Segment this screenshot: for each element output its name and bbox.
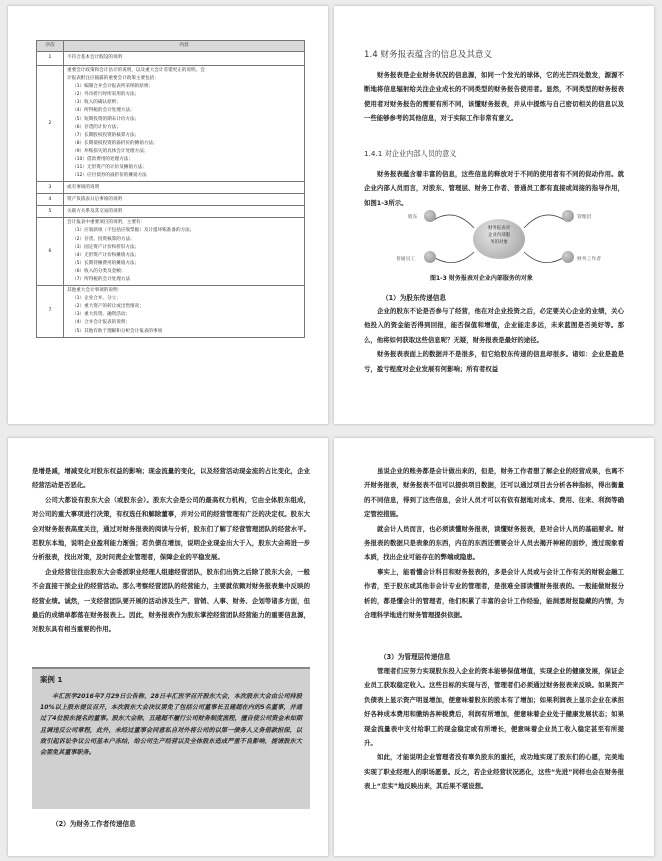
row-number: 5 — [37, 206, 64, 218]
page-3 — [8, 438, 328, 856]
row-line: （3）收入的确认原则； — [72, 100, 121, 106]
subsection-text: 财务报表蕴含着丰富的信息，这些信息的释放对于不同的使用者有不同的促动作用。就企业内部人员而言，对股东、管理层、财务工作者、普通员工都有直接或间接的指导作用，如图1-3所示。 — [364, 170, 624, 207]
intro-text: 财务报表是企业财务状况的信息源，如同一个发光的球体，它的光芒四处散发，源源不断地将信息辐射给关注企业成长的不同类型的财务报告使用者。显然，不同类型的财务报表使用者对财务报告的需要有所不同，该懂财务报表，并从中提炼与自己密切相关的信息以及一些能够参考的其他信息，对于实际工作非常有意义。 — [364, 71, 624, 123]
page4-text-bottom — [364, 664, 624, 794]
row-line: 计报表附注应披露的重要会计政策主要包括： — [67, 76, 159, 82]
center-line-3: 务的对象 — [490, 240, 508, 245]
p4-para1: 虽说企业的账务都是会计做出来的，但是，财务工作者想了解企业的经营成果，也离不开财务报表，财务报表不但可以提供项目数据，还可以通过项目去分析各种指标，得出衡量的不同信息，得到了这些信息，会计人员才可以有依有据地对成本、费用、往来、利润等确定管控措施。 — [364, 467, 624, 519]
row-line: 不符合基本会计假设的说明 — [67, 55, 123, 61]
row-line: （12）应付债券的溢折价的摊销方法 — [72, 173, 147, 179]
p4-para5: 如此，才能说明企业管理者没有辜负股东的重托，成功地实现了股东们的心愿，完美地实现了职业经理人的职场愿景。反之，若企业经营状况恶化，这些“先进”同样也会在财务报表上“忠实”地反映出来，其后果不堪设想。 — [364, 753, 624, 791]
diagram-connectors — [334, 6, 654, 306]
case-box — [32, 667, 310, 809]
row-number: 7 — [37, 286, 64, 338]
shareholder-paragraph — [364, 304, 624, 376]
row-number: 2 — [37, 66, 64, 182]
row-line: （1）编制合并会计报表所采纳的原则； — [72, 84, 154, 90]
page4-text-top — [364, 464, 624, 622]
row-line: （1）应收款项（不包括应收票据）及计提坏账准备的方法； — [72, 228, 195, 234]
case-text: 丰汇医学2016年7月29日公告称，28日丰汇医学召开股东大会，本次股东大会由公司持股10%以上股东提议召开，本次股东大会决议罢免了包括公司董事长丑建超在内的5名董事，并通过了4位股东提名的董事。股东大会称，丑建超不履行公司财务制度流程，擅自使公司资金未如期且调违反公司章程，此外，未经过董事会同意私自对外将公司的以第一债务人义务借款担保，以致引起诉讼争议公司基本户冻结，给公司生产经营以及全体股东造成严重不良影响，提请股东大会罢免其董事职务。 — [40, 693, 302, 757]
row-line: （2）外币折行时所采用的方法； — [72, 92, 140, 98]
row-line: 其他重大会计事项的说明： — [67, 288, 123, 294]
row-line: （5）短期投资的期末计价方法； — [72, 116, 140, 122]
diagram-center — [473, 219, 525, 259]
row-line: （9）坏账损失的具体会计处理方法； — [72, 148, 149, 154]
row-line: （3）重大投资、融资活动； — [72, 312, 131, 318]
node-management: 管理层 — [577, 215, 592, 220]
row-line: （2）存货、投资核算的方法； — [72, 236, 135, 242]
row-line: 资产负债表日后事项的说明 — [67, 196, 123, 202]
row-line: （7）所得税的会计处理方法 — [72, 276, 131, 282]
row-line: 或有事项的说明 — [67, 184, 100, 190]
row-number: 3 — [37, 182, 64, 194]
row-line: （3）固定资产计价和折旧方法； — [72, 244, 140, 250]
row-line: （5）其他有助于理解和分析会计报表的事项 — [72, 328, 163, 334]
table-row — [37, 194, 305, 206]
row-line: （10）借款费用的处理方法； — [72, 157, 133, 163]
row-line: （4）合并会计报表的说明； — [72, 320, 131, 326]
bottom-heading: （2）为财务工作者传递信息 — [52, 820, 136, 828]
node-employees: 普通员工 — [396, 257, 416, 262]
p4-para2: 就会计人员而言，也必须读懂财务报表，读懂财务报表，是对会计人员的基础要求。财务报表的数据只是表象的东西，内在的东西还需要会计人员去揭开神秘的面纱，透过现象看本质，找出企业可能存在的弊端或隐患。 — [364, 524, 624, 562]
page3-text-block — [32, 464, 310, 637]
row-line: （5）长期待摊费用的摊销方法； — [72, 260, 140, 266]
management-person-icon — [562, 210, 574, 222]
section-heading: 1.4 财务报表蕴含的信息及其意义 — [364, 50, 493, 60]
page-1 — [8, 6, 328, 424]
page-4 — [334, 438, 654, 856]
p3-para3: 企业经营往往由股东大会委派职业经理人组建经营团队，股东们出资之后除了股东大会，一般不会直接干预企业的经营活动。那么考察经营团队的经营能力，主要就依赖对财务报表集中反映的经营业绩。诚然，一支经营团队要开展的活动涉及生产、营销、人事、财务、企划等诸多方面，但最后的成绩单都落在财务报表上。因此，财务报表作为股东掌控经营团队经营能力的重要信息源，对股东具有相当重要的作用。 — [32, 567, 310, 634]
row-content — [64, 206, 305, 218]
employee-person-icon — [424, 251, 436, 263]
col-header-content: 内容 — [64, 41, 305, 52]
row-line: （4）无形资产计价和摊销方法； — [72, 252, 140, 258]
p4-para3: 事实上，能看懂会计科目和财务报表的，多是会计人员或与会计工作有关的财税金融工作者，至于股东或其他非会计专业的管理者，是很难全部读懂财务报表的。一般能做财报分析的，都是懂会计的管理者，他们积累了丰富的会计工作经验，能洞悉财报隐藏的内情，为合理科学地进行财务管理提供依据。 — [364, 567, 624, 620]
shareholder-person-icon — [424, 210, 436, 222]
section3-title: （3）为管理层传递信息 — [380, 653, 451, 661]
node-accountants: 财务工作者 — [577, 257, 601, 262]
row-line: （8）长期债权投资的溢折价的摊销方法； — [72, 140, 158, 146]
row-number: 4 — [37, 194, 64, 206]
row-line: 关联方关系及其交易的说明 — [67, 208, 123, 214]
row-content — [64, 66, 305, 182]
figure-caption: 图1-3 财务报表对企业内部服务的对象 — [430, 275, 533, 282]
p3-para1: 是增是减，增减变化对股东权益的影响；现金流量的变化，以及经营活动现金流的占比变化，企业经营活动是否恶化。 — [32, 467, 310, 490]
para1-text: 企业的股东不论是否参与了经营，他在对企业投资之后，必定要关心企业的业绩，关心他投入的资金能否得到回报，能否保值和增值，企业能走多远，未来蓝图是否美好等。那么，他将如何获取这些信息呢？无疑，财务报表是最好的途径。 — [364, 307, 624, 344]
row-number: 1 — [37, 52, 64, 66]
case-body — [40, 691, 302, 758]
row-line: （1）企业合并、分立； — [72, 296, 121, 302]
table-row — [37, 206, 305, 218]
row-content — [64, 194, 305, 206]
row-line: （7）长期股权投资的核算方法； — [72, 132, 140, 138]
notes-table — [36, 40, 305, 338]
center-line-1: 财务报表对 — [488, 226, 510, 231]
row-line: （6）存货的计价方法； — [72, 124, 121, 130]
row-line: （6）收入的分类及金额； — [72, 268, 126, 274]
section1-title: （1）为股东传递信息 — [382, 294, 446, 302]
table-row — [37, 52, 305, 66]
col-header-num: 序次 — [37, 41, 64, 52]
row-line: （2）重大资产的转让或出售情况； — [72, 304, 144, 310]
row-line: 重要会计政策和会计估计的说明，以及重大会计差错更正的说明。会 — [67, 68, 205, 73]
table-row — [37, 66, 305, 182]
page-2 — [334, 6, 654, 424]
table-row — [37, 182, 305, 194]
row-number: 6 — [37, 218, 64, 286]
row-line: 会计报表中重要项目的说明，主要有： — [67, 220, 146, 226]
row-line: （4）所得税的会计处理方法； — [72, 108, 135, 114]
p4-para4: 管理者们应努力实现股东投入企业的资本能够保值增值，实现企业的健康发展，保证企业员工获取稳定收入。这些目标的实现与否，管理者们必须通过财务报表来反映。如果资产负债表上显示资产明显增加，便意味着股东的股本有了增加；如果利润表上显示企业在承担好各种成本费用和缴纳各种税费后，利润有所增加，便意味着企业处于健康发展状态；如果现金流量表中支付给职工的现金稳定或有所增长，便意味着企业员工收入稳定甚至有所提升。 — [364, 667, 624, 748]
row-line: （11）无形资产的计价及摊销方法； — [72, 165, 147, 171]
row-content — [64, 52, 305, 66]
para2-text: 财务报表表面上的数据并不是很多，但它给股东传递的信息却很多。诸如：企业是盈是亏，盈亏程度对企业发展有何影响；所有者权益 — [364, 350, 624, 373]
row-content — [64, 218, 305, 286]
subsection-heading: 1.4.1 对企业内部人员的意义 — [364, 149, 457, 158]
case-title: 案例 1 — [40, 675, 63, 684]
row-content — [64, 182, 305, 194]
row-content — [64, 286, 305, 338]
p3-para2: 公司大都设有股东大会（或股东会）。股东大会是公司的最高权力机构，它由全体股东组成，对公司的重大事项进行决策，有权选任和解除董事，并对公司的经营管理有广泛的决定权。股东大会对财务报表高度关注，通过对财务报表的阅读与分析，股东们了解了经营管理团队的经营水平。若股东本地，说明企业盈利能力渐强；若负债在增加，说明企业现金出大于入，股东大会将进一步分析报表，找出对策，及时问责企业管理者，保障企业的平稳发展。 — [32, 495, 310, 562]
table-row — [37, 286, 305, 338]
accountant-person-icon — [562, 251, 574, 263]
table-row — [37, 218, 305, 286]
node-shareholders: 股东 — [408, 215, 418, 220]
center-line-2: 企业内部服 — [488, 233, 510, 238]
